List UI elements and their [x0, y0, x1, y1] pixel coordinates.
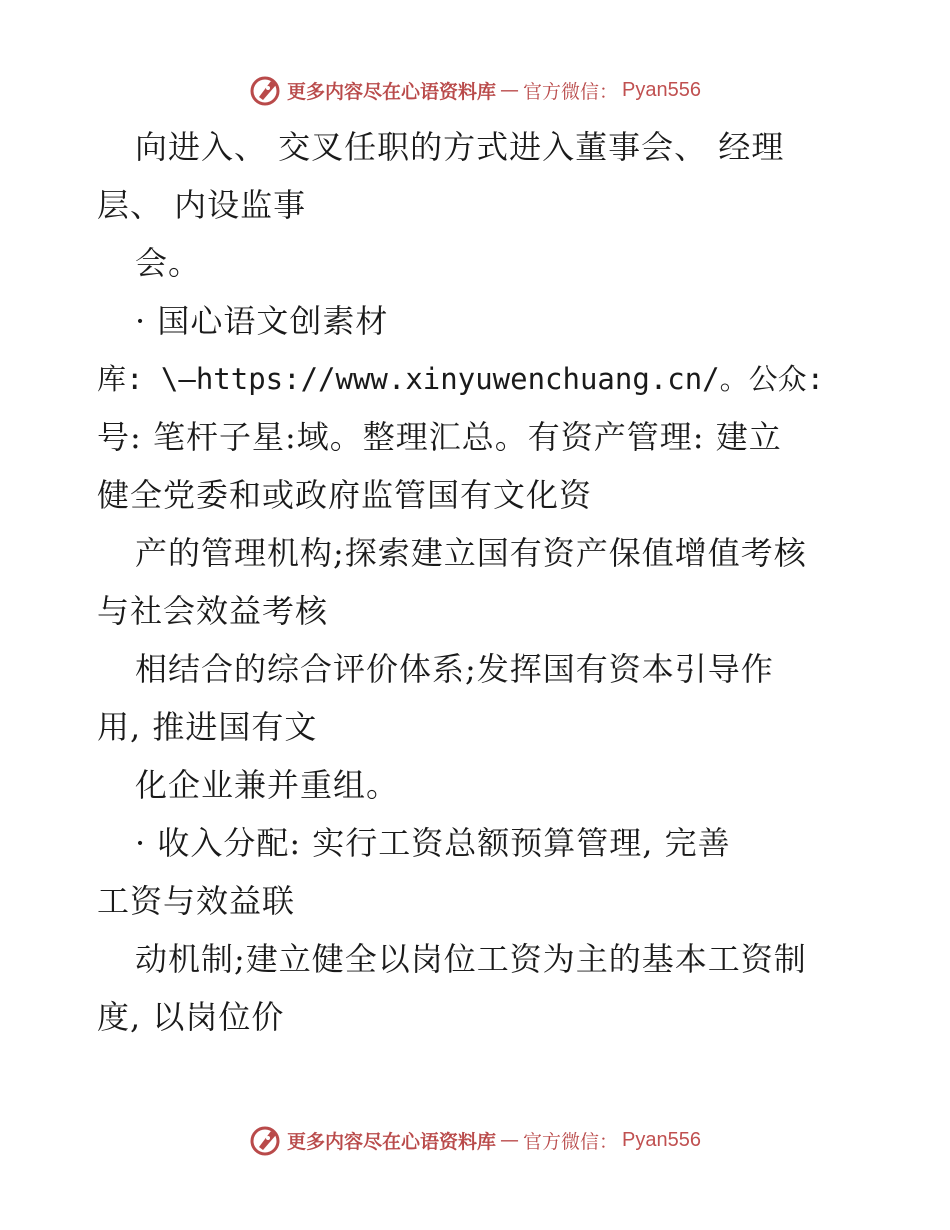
text-line: 与社会效益考核: [97, 592, 329, 630]
text-line: 度, 以岗位价: [97, 998, 285, 1036]
text-line: 相结合的综合评价体系;发挥国有资本引导作: [135, 650, 774, 688]
text-line: 层、 内设监事: [97, 186, 307, 224]
watermark-wechat-id: Pyan556: [622, 78, 701, 101]
text-line: 化企业兼并重组。: [135, 766, 400, 804]
text-line: 号: 笔杆子星:域。整理汇总。有资产管理: 建立: [97, 418, 782, 456]
pen-nib-circle-logo-icon: [249, 1123, 283, 1157]
watermark-text: 更多内容尽在心语资料库: [287, 1130, 497, 1153]
watermark-wechat-label: 官方微信：: [523, 80, 619, 103]
watermark-text: 更多内容尽在心语资料库: [287, 80, 497, 103]
watermark-separator: —: [500, 79, 520, 101]
bullet-line: · 收入分配: 实行工资总额预算管理, 完善: [135, 824, 731, 862]
url-line: 库: \—https://www.xinyuwenchuang.cn/。公众:: [97, 362, 825, 396]
watermark-wechat-label: 官方微信：: [523, 1130, 619, 1153]
document-body: [97, 118, 857, 1046]
text-line: 动机制;建立健全以岗位工资为主的基本工资制: [135, 940, 807, 978]
pen-nib-circle-logo-icon: [249, 73, 283, 107]
text-line: 向进入、 交叉任职的方式进入董事会、 经理: [135, 128, 785, 166]
text-line: 健全党委和或政府监管国有文化资: [97, 476, 593, 514]
bullet-line: · 国心语文创素材: [135, 302, 389, 340]
text-line: 产的管理机构;探索建立国有资产保值增值考核: [135, 534, 807, 572]
text-line: 用, 推进国有文: [97, 708, 318, 746]
watermark-separator: —: [500, 1129, 520, 1151]
text-line: 工资与效益联: [97, 882, 296, 920]
header-watermark: [0, 70, 950, 110]
watermark-wechat-id: Pyan556: [622, 1128, 701, 1151]
footer-watermark: [0, 1120, 950, 1160]
text-line: 会。: [135, 244, 202, 282]
